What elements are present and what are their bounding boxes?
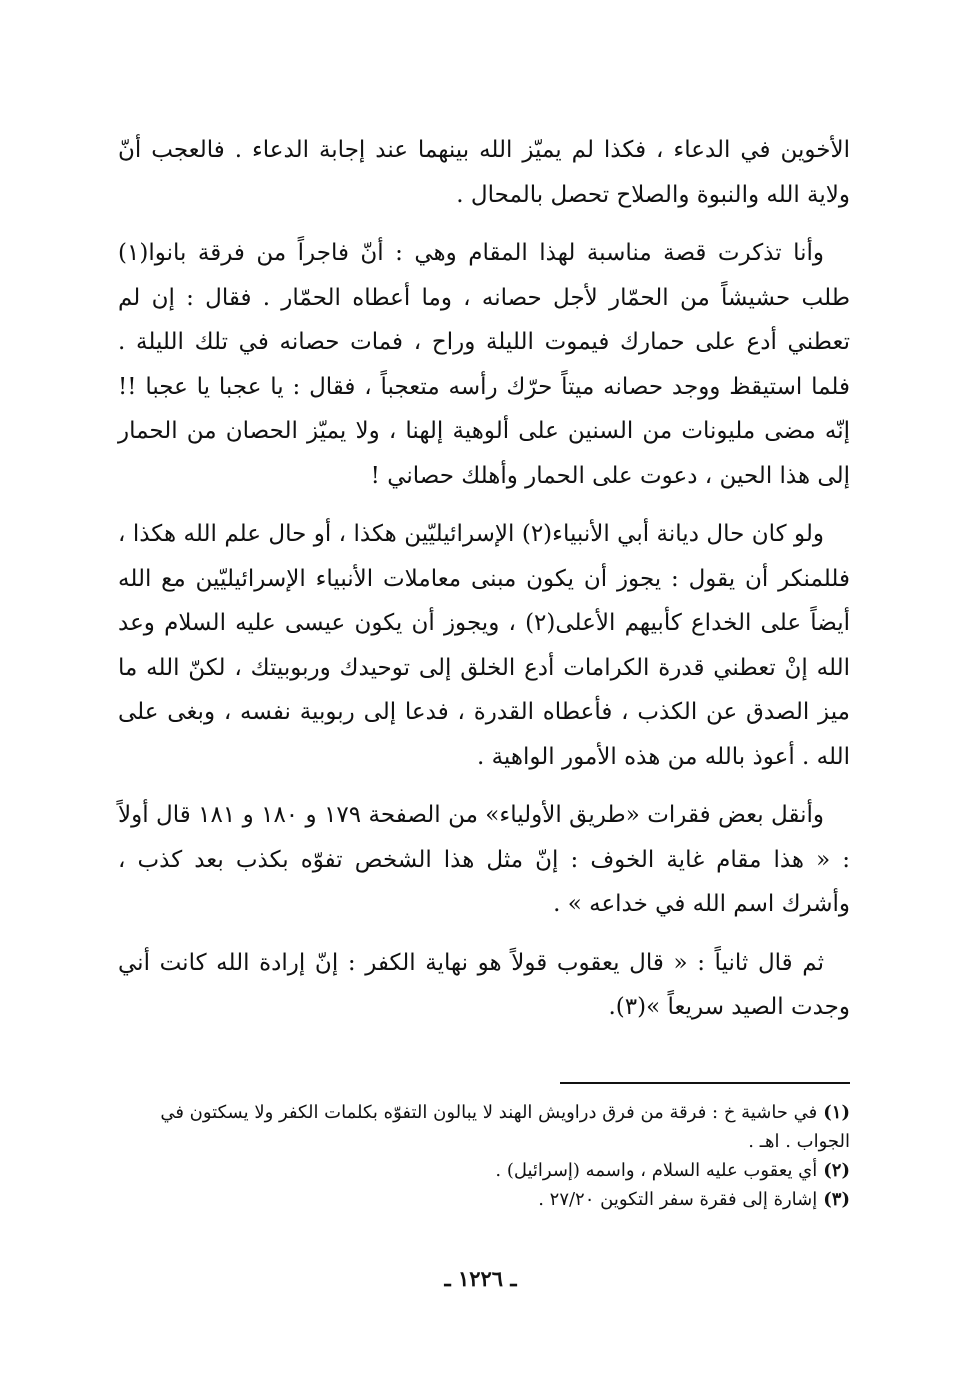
footnote-separator	[560, 1082, 850, 1084]
paragraph-4: وأنقل بعض فقرات «طريق الأولياء» من الصفحة ١٧٩ و ١٨٠ و ١٨١ قال أولاً : « هذا مقام غاية الخوف : إنّ مثل هذا الشخص تفوّه بكذب بعد كذب ، وأشرك اسم الله في خداعه » .	[118, 802, 850, 917]
footnote-text: أي يعقوب عليه السلام ، واسمه (إسرائيل) .	[495, 1160, 818, 1181]
footnote-2	[118, 1156, 850, 1185]
paragraph-1: الأخوين في الدعاء ، فكذا لم يميّز الله بينهما عند إجابة الدعاء . فالعجب أنّ ولاية الله والنبوة والصلاح تحصل بالمحال .	[118, 137, 850, 208]
footnote-text: إشارة إلى فقرة سفر التكوين ٢٧/٢٠ .	[538, 1189, 818, 1210]
page-number: ـ ١٢٢٦ ـ	[444, 1266, 517, 1291]
footnote-text: في حاشية خ : فرقة من فرق دراويش الهند لا يبالون التفوّه بكلمات الكفر ولا يسكتون في الجواب . اهـ .	[160, 1102, 850, 1152]
paragraph-5: ثم قال ثانياً : « قال يعقوب قولاً هو نهاية الكفر : إنّ إرادة الله كانت أني وجدت الصيد سريعاً »(٣).	[118, 949, 850, 1020]
main-text	[118, 128, 850, 1044]
footnote-number: (٣)	[823, 1189, 850, 1210]
footnotes	[118, 1098, 850, 1214]
paragraph-2: وأنا تذكرت قصة مناسبة لهذا المقام وهي : أنّ فاجراً من فرقة بانوا(١) طلب حشيشاً من الحمّار لأجل حصانه ، وما أعطاه الحمّار . فقال : إن لم تعطني أدع على حمارك فيموت الليلة وراح ، فمات حصانه في تلك الليلة . فلما استيقظ ووجد حصانه ميتاً حرّك رأسه متعجباً ، فقال : يا عجبا يا عجبا !! إنّه مضى مليونات من السنين على ألوهية إلهنا ، ولا يميّز الحصان من الحمار إلى هذا الحين ، دعوت على الحمار وأهلك حصاني !	[118, 240, 850, 489]
footnote-number: (٢)	[823, 1160, 850, 1181]
footnote-1	[118, 1098, 850, 1156]
footnote-number: (١)	[823, 1102, 850, 1123]
paragraph-3: ولو كان حال ديانة أبي الأنبياء(٢) الإسرائيليّين هكذا ، أو حال علم الله هكذا ، فللمنكر أن يقول : يجوز أن يكون مبنى معاملات الأنبياء الإسرائيليّين مع الله أيضاً على الخداع كأبيهم الأعلى(٢) ، ويجوز أن يكون عيسى عليه السلام وعد الله إنْ تعطني قدرة الكرامات أدع الخلق إلى توحيدك وربوبيتك ، لكنّ الله ما ميز الصدق عن الكذب ، فأعطاه القدرة ، فدعا إلى ربوبية نفسه ، وبغى على الله . أعوذ بالله من هذه الأمور الواهية .	[118, 521, 850, 770]
footnote-3	[118, 1185, 850, 1214]
